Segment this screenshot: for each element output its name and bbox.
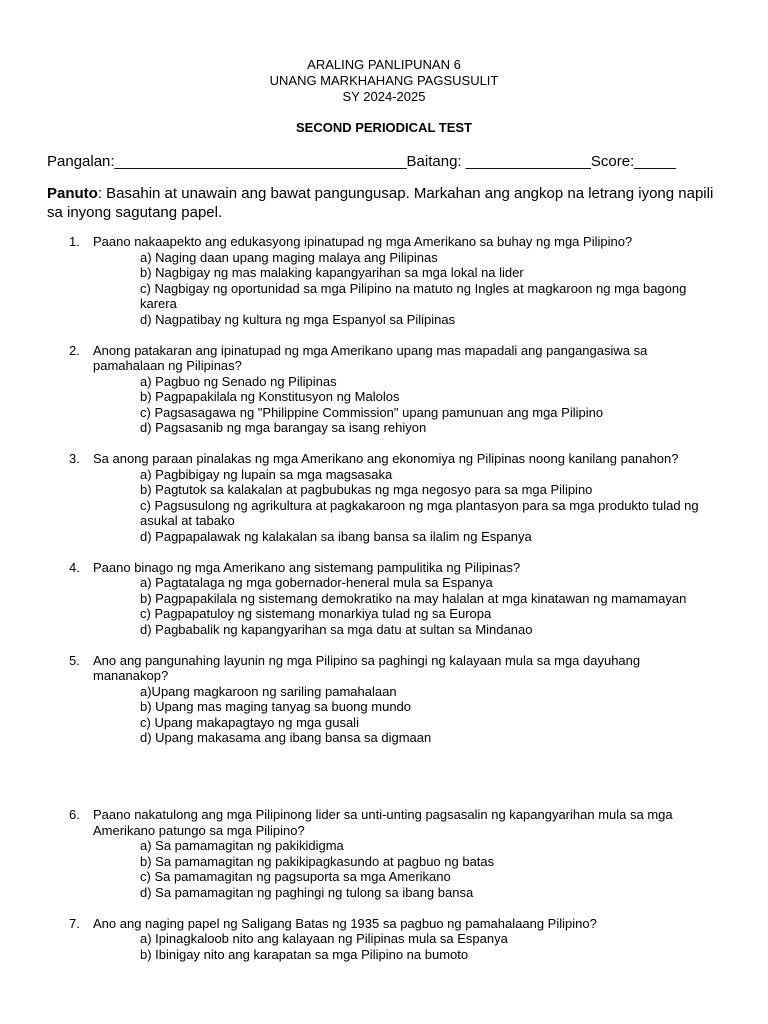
- choice-a: a) Ipinagkaloob nito ang kalayaan ng Pilipinas mula sa Espanya: [140, 931, 508, 946]
- score-field: Score:_____: [590, 153, 676, 170]
- question-3: [0, 451, 768, 544]
- choice-d: d) Pagsasanib ng mga barangay sa isang rehiyon: [140, 420, 427, 435]
- choice-a: a) Naging daan upang maging malaya ang Pilipinas: [140, 249, 438, 265]
- choice-a: a) Sa pamamagitan ng pakikidigma: [140, 838, 344, 853]
- choice-b: b) Pagpapakilala ng sistemang demokratiko na may halalan at mga kinatawan ng mamamayan: [140, 590, 687, 606]
- question-7: [0, 916, 768, 963]
- choice-c: c) Pagpapatuloy ng sistemang monarkiya tulad ng sa Europa: [140, 606, 492, 621]
- question-list: [0, 234, 768, 978]
- question-text: Anong patakaran ang ipinatupad ng mga Amerikano upang mas mapadali ang pangangasiwa sa pamahalaan ng Pilipinas?: [93, 342, 648, 373]
- question-number: 2.: [69, 342, 80, 358]
- test-title: SECOND PERIODICAL TEST: [295, 120, 472, 135]
- instructions-label: Panuto: [47, 185, 98, 202]
- instructions-text: : Basahin at unawain ang bawat pangungusap. Markahan ang angkop na letrang iyong napili sa inyong sagutang papel.: [47, 185, 714, 221]
- question-number: 6.: [69, 807, 80, 822]
- choice-c: c) Sa pamamagitan ng pagsuporta sa mga Amerikano: [140, 869, 451, 884]
- choice-a: a) Pagbibigay ng lupain sa mga magsasaka: [140, 466, 393, 482]
- choice-a: a) Pagbuo ng Senado ng Pilipinas: [140, 373, 337, 389]
- exam-title: UNANG MARKHAHANG PAGSUSULIT: [269, 73, 499, 88]
- choice-b: b) Ibinigay nito ang karapatan sa mga Pilipino na bumoto: [140, 946, 469, 962]
- question-text: Paano nakaapekto ang edukasyong ipinatupad ng mga Amerikano sa buhay ng mga Pilipino?: [93, 234, 633, 249]
- choice-c: c) Pagsusulong ng agrikultura at pagkakaroon ng mga plantasyon para sa mga produkto tulad ng asukal at tabako: [140, 497, 699, 528]
- choice-d: d) Sa pamamagitan ng paghingi ng tulong sa ibang bansa: [140, 884, 474, 900]
- question-2: [0, 343, 768, 436]
- choice-d: d) Pagpapalawak ng kalakalan sa ibang bansa sa ilalim ng Espanya: [140, 528, 532, 544]
- choice-d: d) Nagpatibay ng kultura ng mga Espanyol sa Pilipinas: [140, 311, 456, 327]
- school-year: SY 2024-2025: [342, 89, 426, 104]
- question-number: 3.: [69, 451, 80, 466]
- choice-b: b) Upang mas maging tanyag sa buong mundo: [140, 699, 412, 714]
- blank-space: [0, 761, 768, 807]
- choice-a: a)Upang magkaroon ng sariling pamahalaan: [140, 683, 397, 699]
- choice-b: b) Nagbigay ng mas malaking kapangyarihan sa mga lokal na lider: [140, 265, 524, 280]
- question-1: [0, 234, 768, 327]
- choice-c: c) Nagbigay ng oportunidad sa mga Pilipino na matuto ng Ingles at magkaroon ng mga bagong karera: [140, 280, 687, 311]
- question-number: 4.: [69, 559, 80, 575]
- question-4: [0, 560, 768, 638]
- question-number: 5.: [69, 652, 80, 668]
- choice-a: a) Pagtatalaga ng mga gobernador-heneral mula sa Espanya: [140, 575, 493, 590]
- question-number: 7.: [69, 915, 80, 931]
- choice-c: c) Pagsasagawa ng "Philippine Commission" upang pamunuan ang mga Pilipino: [140, 404, 604, 420]
- choice-c: c) Upang makapagtayo ng mga gusali: [140, 714, 359, 730]
- question-number: 1.: [69, 234, 80, 249]
- question-text: Ano ang naging papel ng Saligang Batas ng 1935 sa pagbuo ng pamahalaang Pilipino?: [93, 915, 597, 931]
- choice-b: b) Sa pamamagitan ng pakikipagkasundo at pagbuo ng batas: [140, 853, 495, 869]
- question-text: Paano binago ng mga Amerikano ang sistemang pampulitika ng Pilipinas?: [93, 559, 521, 575]
- question-text: Sa anong paraan pinalakas ng mga Amerikano ang ekonomiya ng Pilipinas noong kanilang panahon?: [93, 451, 679, 466]
- choice-d: d) Upang makasama ang ibang bansa sa digmaan: [140, 730, 432, 745]
- choice-d: d) Pagbabalik ng kapangyarihan sa mga datu at sultan sa Mindanao: [140, 621, 533, 637]
- name-field: Pangalan:___________________________________: [47, 153, 407, 170]
- question-text: Paano nakatulong ang mga Pilipinong lider sa unti-unting pagsasalin ng kapangyarihan mula sa mga Amerikano patungo sa mga Pilipino?: [93, 807, 673, 838]
- grade-field: Baitang: _______________: [406, 153, 591, 170]
- choice-b: b) Pagpapakilala ng Konstitusyon ng Malolos: [140, 389, 400, 404]
- question-text: Ano ang pangunahing layunin ng mga Pilipino sa paghingi ng kalayaan mula sa mga dayuhang mananakop?: [93, 652, 641, 683]
- question-6: [0, 807, 768, 900]
- subject-title: ARALING PANLIPUNAN 6: [307, 57, 461, 72]
- choice-b: b) Pagtutok sa kalakalan at pagbubukas ng mga negosyo para sa mga Pilipino: [140, 482, 593, 497]
- question-5: [0, 653, 768, 746]
- instructions: [47, 184, 727, 222]
- student-info-line: [47, 152, 676, 172]
